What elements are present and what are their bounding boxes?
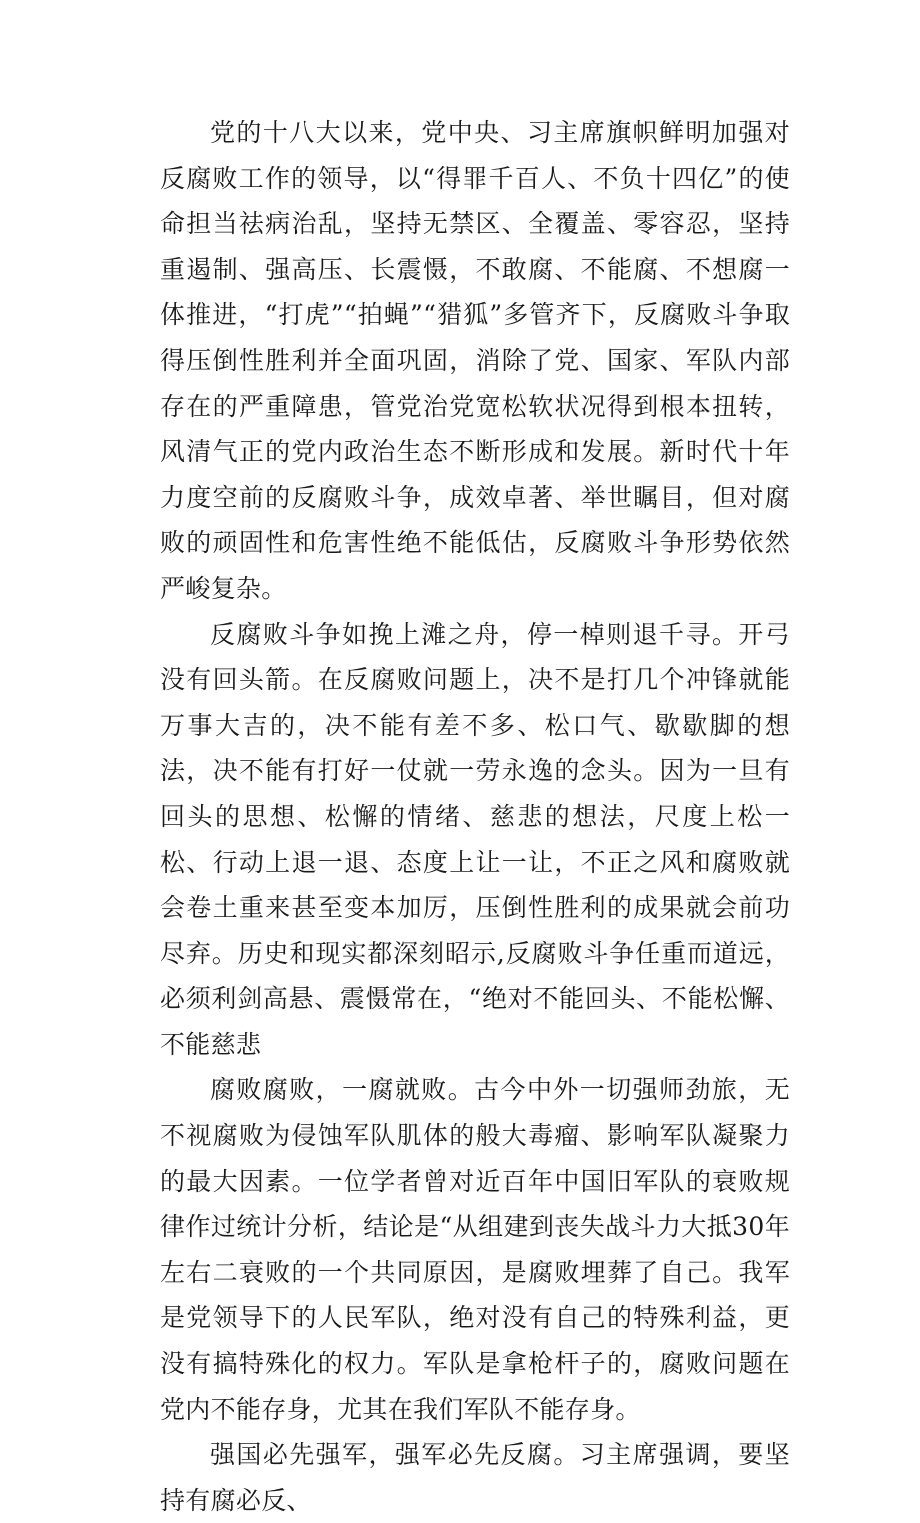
paragraph-2: 反腐败斗争如挽上滩之舟，停一棹则退千寻。开弓没有回头箭。在反腐败问题上，决不是打几个冲锋就能万事大吉的，决不能有差不多、松口气、歇歇脚的想法，决不能有打好一仗就一劳永逸的念头。因为一旦有回头的思想、松懈的情绪、慈悲的想法，尺度上松一松、行动上退一退、态度上让一让，不正之风和腐败就会卷土重来甚至变本加厉，压倒性胜利的成果就会前功尽弃。历史和现实都深刻昭示,反腐败斗争任重而道远，必须利剑高悬、震慑常在，“绝对不能回头、不能松懈、不能慈悲	[160, 619, 790, 1059]
paragraph-3: 腐败腐败，一腐就败。古今中外一切强师劲旅，无不视腐败为侵蚀军队肌体的般大毒瘤、影响军队凝聚力的最大因素。一位学者曾对近百年中国旧军队的衰败规律作过统计分析，结论是“从组建到丧失战斗力大抵30年左右二衰败的一个共同原因，是腐败埋葬了自己。我军是党领导下的人民军队，绝对没有自己的特殊利益，更没有搞特殊化的权力。军队是拿枪杆子的，腐败问题在党内不能存身，尤其在我们军队不能存身。	[160, 1075, 790, 1424]
document-body	[160, 110, 790, 1523]
paragraph-4: 强国必先强军，强军必先反腐。习主席强调，要坚持有腐必反、	[160, 1440, 790, 1515]
paragraph-1: 党的十八大以来，党中央、习主席旗帜鲜明加强对反腐败工作的领导，以“得罪千百人、不负十四亿”的使命担当祛病治乱，坚持无禁区、全覆盖、零容忍，坚持重遏制、强高压、长震慑，不敢腐、不能腐、不想腐一体推进，“打虎”“拍蝇”“猎狐”多管齐下，反腐败斗争取得压倒性胜利并全面巩固，消除了党、国家、军队内部存在的严重障患，管党治党宽松软状况得到根本扭转，风清气正的党内政治生态不断形成和发展。新时代十年力度空前的反腐败斗争，成效卓著、举世瞩目，但对腐败的顽固性和危害性绝不能低估，反腐败斗争形势依然严峻复杂。	[160, 118, 790, 603]
